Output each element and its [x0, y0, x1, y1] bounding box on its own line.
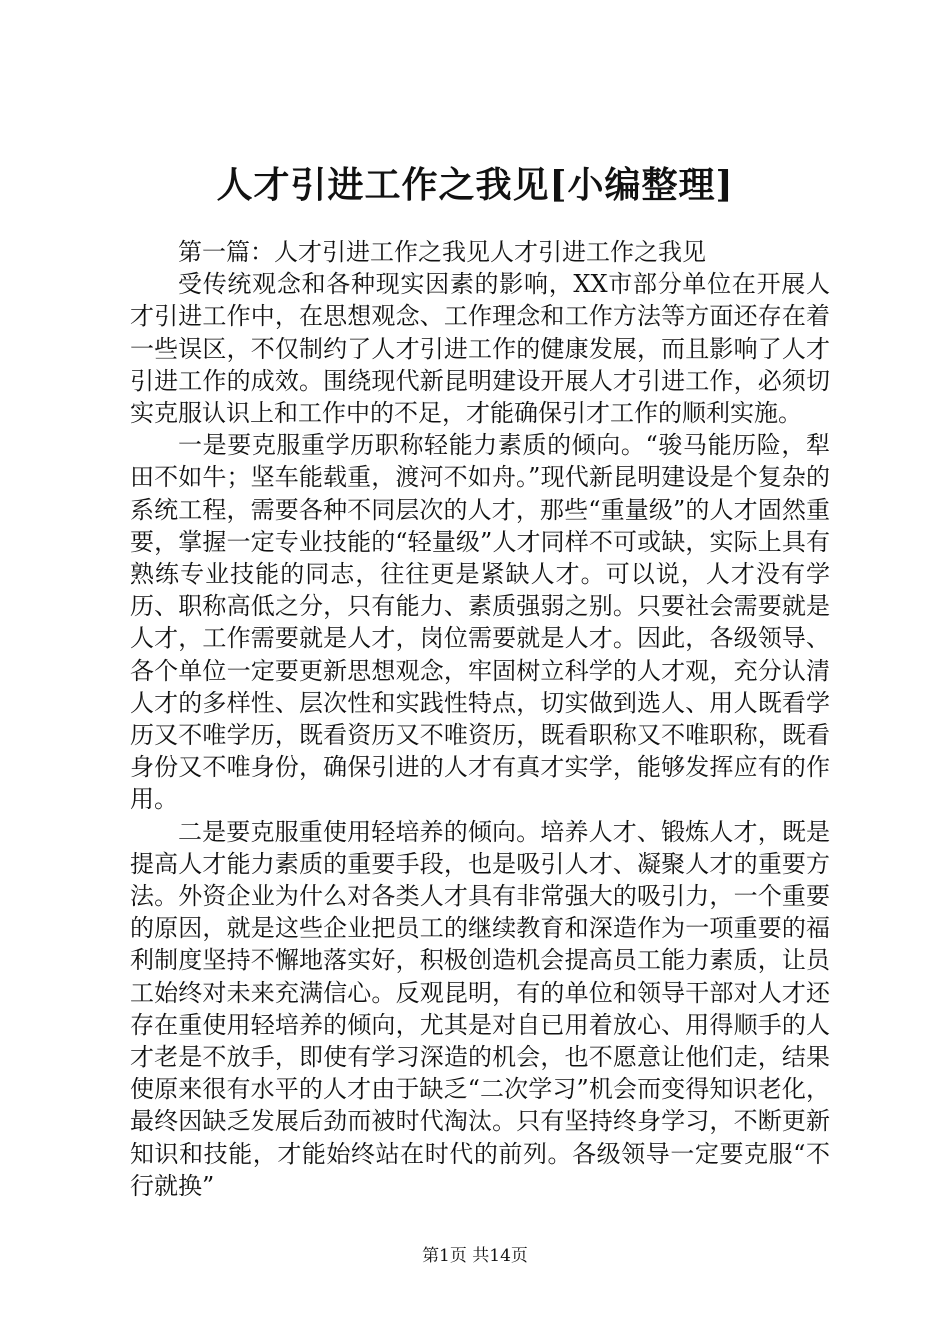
- page-number-footer: 第1页 共14页: [422, 1246, 528, 1266]
- document-title: 人才引进工作之我见[小编整理]: [216, 164, 734, 206]
- body-paragraph-point-one: 一是要克服重学历职称轻能力素质的倾向。“骏马能历险，犁田不如牛；坚车能载重，渡河不如舟。”现代新昆明建设是个复杂的系统工程，需要各种不同层次的人才，那些“重量级”的人才固然重要，掌握一定专业技能的“轻量级”人才同样不可或缺，实际上具有熟练专业技能的同志，往往更是紧缺人才。可以说，人才没有学历、职称高低之分，只有能力、素质强弱之别。只要社会需要就是人才，工作需要就是人才，岗位需要就是人才。因此，各级领导、各个单位一定要更新思想观念，牢固树立科学的人才观，充分认清人才的多样性、层次性和实践性特点，切实做到选人、用人既看学历又不唯学历，既看资历又不唯资历，既看职称又不唯职称，既看身份又不唯身份，确保引进的人才有真才实学，能够发挥应有的作用。: [130, 431, 830, 814]
- section-heading: 第一篇：人才引进工作之我见人才引进工作之我见: [178, 238, 706, 266]
- body-paragraph-point-two: 二是要克服重使用轻培养的倾向。培养人才、锻炼人才，既是提高人才能力素质的重要手段，也是吸引人才、凝聚人才的重要方法。外资企业为什么对各类人才具有非常强大的吸引力，一个重要的原因，就是这些企业把员工的继续教育和深造作为一项重要的福利制度坚持不懈地落实好，积极创造机会提高员工能力素质，让员工始终对未来充满信心。反观昆明，有的单位和领导干部对人才还存在重使用轻培养的倾向，尤其是对自已用着放心、用得顺手的人才老是不放手，即使有学习深造的机会，也不愿意让他们走，结果使原来很有水平的人才由于缺乏“二次学习”机会而变得知识老化，最终因缺乏发展后劲而被时代淘汰。只有坚持终身学习，不断更新知识和技能，才能始终站在时代的前列。各级领导一定要克服“不行就换”: [130, 817, 830, 1200]
- body-paragraph-intro: 受传统观念和各种现实因素的影响，XX市部分单位在开展人才引进工作中，在思想观念、工作理念和工作方法等方面还存在着一些误区，不仅制约了人才引进工作的健康发展，而且影响了人才引进工作的成效。围绕现代新昆明建设开展人才引进工作，必须切实克服认识上和工作中的不足，才能确保引才工作的顺利实施。: [130, 270, 830, 428]
- document-body: [130, 236, 830, 1202]
